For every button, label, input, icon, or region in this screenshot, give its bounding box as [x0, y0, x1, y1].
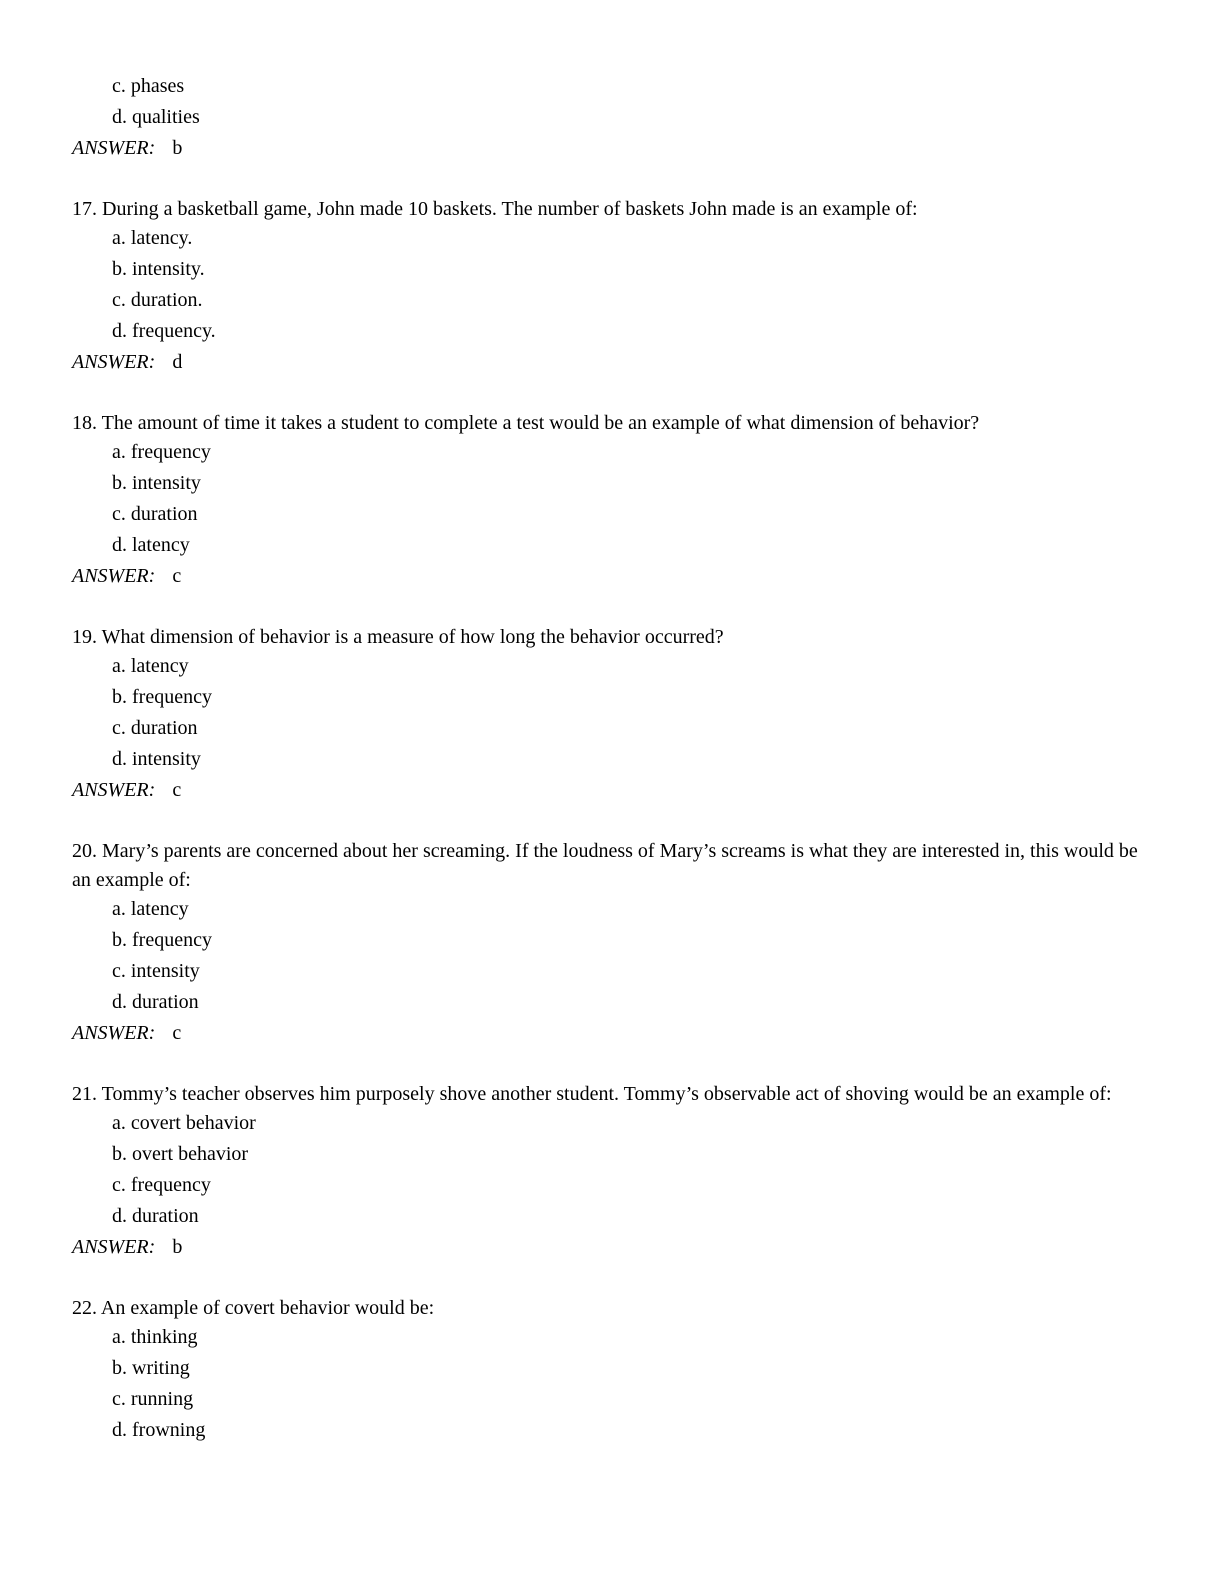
option-line: c. duration [112, 717, 198, 739]
answer-line [72, 776, 1152, 805]
answer-value: c [172, 779, 182, 801]
option-line: c. running [112, 1388, 194, 1410]
options-list [112, 1109, 1152, 1231]
question-block-22 [72, 1294, 1152, 1445]
question-number: 22. [72, 1297, 97, 1319]
answer-label: ANSWER: [72, 1236, 156, 1258]
question-stem [72, 1080, 1152, 1109]
option-line: c. phases [112, 75, 185, 97]
options-list [112, 652, 1152, 774]
option-line: a. thinking [112, 1326, 198, 1348]
option-line: b. frequency [112, 686, 212, 708]
options-list [112, 72, 1152, 132]
question-block-21 [72, 1080, 1152, 1262]
answer-value: b [172, 1236, 183, 1258]
question-number: 20. [72, 840, 97, 862]
option-line: b. intensity [112, 472, 201, 494]
answer-line [72, 1019, 1152, 1048]
option-line: d. intensity [112, 748, 201, 770]
answer-label: ANSWER: [72, 779, 156, 801]
option-line: a. latency. [112, 227, 193, 249]
option-line: a. frequency [112, 441, 211, 463]
question-text: What dimension of behavior is a measure of how long the behavior occurred? [101, 626, 724, 648]
question-stem [72, 195, 1152, 224]
option-line: a. covert behavior [112, 1112, 256, 1134]
answer-line [72, 562, 1152, 591]
question-stem [72, 1294, 1152, 1323]
question-stem [72, 623, 1152, 652]
question-block-partial [72, 72, 1152, 163]
options-list [112, 895, 1152, 1017]
answer-line [72, 1233, 1152, 1262]
option-line: c. duration [112, 503, 198, 525]
option-line: c. frequency [112, 1174, 211, 1196]
question-text: The amount of time it takes a student to complete a test would be an example of what dimension of behavior? [101, 412, 980, 434]
option-line: c. duration. [112, 289, 203, 311]
options-list [112, 1323, 1152, 1445]
option-line: d. latency [112, 534, 190, 556]
option-line: a. latency [112, 898, 189, 920]
answer-label: ANSWER: [72, 1022, 156, 1044]
option-line: a. latency [112, 655, 189, 677]
answer-value: d [172, 351, 183, 373]
option-line: d. qualities [112, 106, 200, 128]
answer-label: ANSWER: [72, 137, 156, 159]
question-block-18 [72, 409, 1152, 591]
option-line: d. frequency. [112, 320, 216, 342]
answer-label: ANSWER: [72, 351, 156, 373]
question-block-20 [72, 837, 1152, 1048]
option-line: b. intensity. [112, 258, 205, 280]
question-stem [72, 837, 1152, 895]
answer-line [72, 348, 1152, 377]
answer-value: b [172, 137, 183, 159]
options-list [112, 224, 1152, 346]
option-line: b. frequency [112, 929, 212, 951]
answer-value: c [172, 565, 182, 587]
question-number: 17. [72, 198, 97, 220]
question-number: 19. [72, 626, 97, 648]
question-block-19 [72, 623, 1152, 805]
option-line: b. overt behavior [112, 1143, 249, 1165]
answer-line [72, 134, 1152, 163]
question-number: 21. [72, 1083, 97, 1105]
option-line: d. frowning [112, 1419, 206, 1441]
option-line: d. duration [112, 991, 199, 1013]
answer-value: c [172, 1022, 182, 1044]
option-line: d. duration [112, 1205, 199, 1227]
question-stem [72, 409, 1152, 438]
question-text: An example of covert behavior would be: [100, 1297, 435, 1319]
question-text: During a basketball game, John made 10 baskets. The number of baskets John made is an example of: [102, 198, 918, 220]
options-list [112, 438, 1152, 560]
answer-label: ANSWER: [72, 565, 156, 587]
question-number: 18. [72, 412, 97, 434]
question-text: Tommy’s teacher observes him purposely shove another student. Tommy’s observable act of shoving would be an example of: [101, 1083, 1112, 1105]
question-block-17 [72, 195, 1152, 377]
option-line: c. intensity [112, 960, 200, 982]
question-text: Mary’s parents are concerned about her screaming. If the loudness of Mary’s screams is what they are interested in, this would be an example of: [72, 840, 1138, 891]
option-line: b. writing [112, 1357, 190, 1379]
